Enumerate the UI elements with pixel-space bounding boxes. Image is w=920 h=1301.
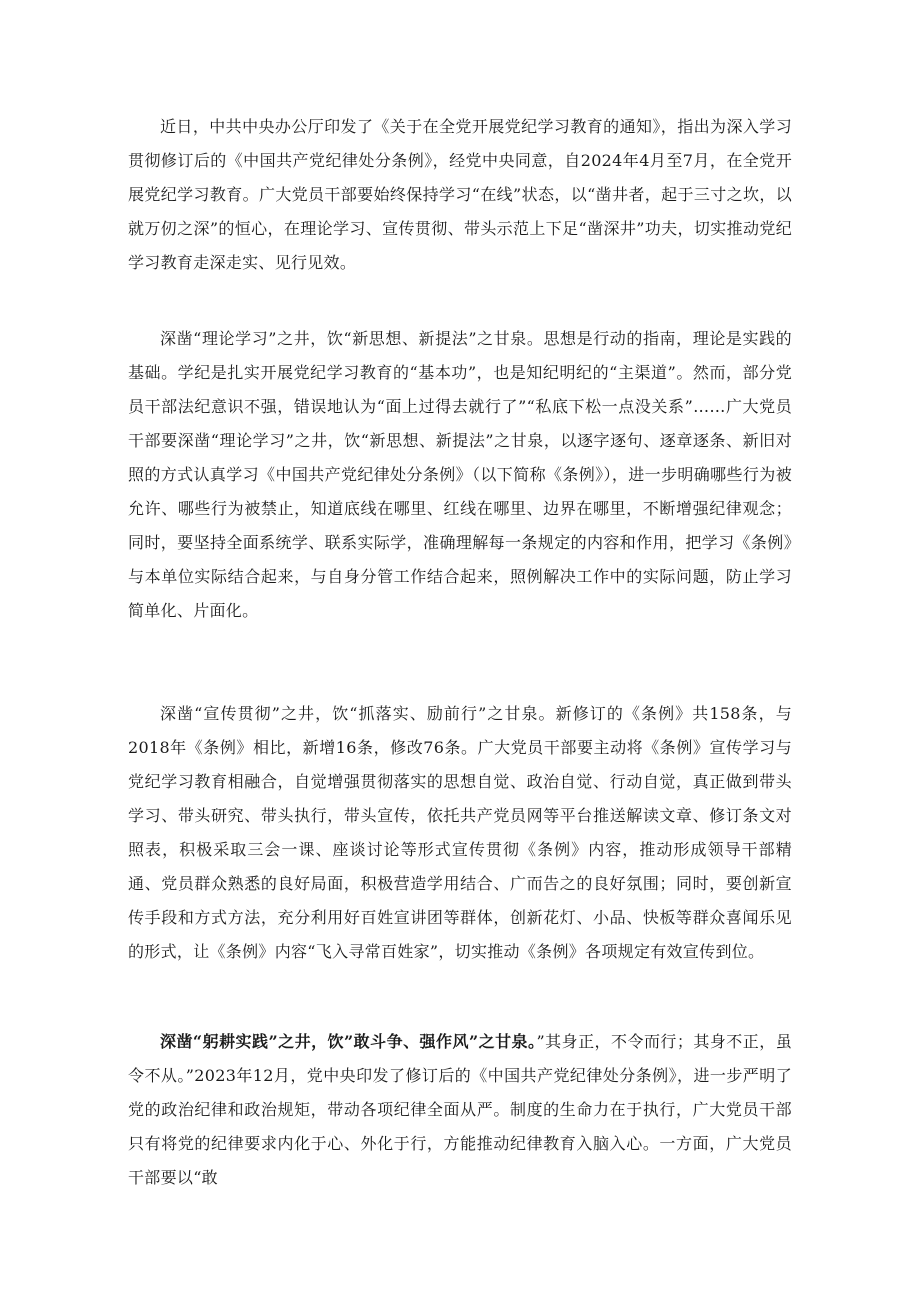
paragraph-publicity [128, 697, 792, 969]
paragraph-practice [128, 1025, 792, 1195]
paragraph-text: 深凿“理论学习”之井，饮“新思想、新提法”之甘泉。思想是行动的指南，理论是实践的基础。学纪是扎实开展党纪学习教育的“基本功”，也是知纪明纪的“主渠道”。然而，部分党员干部法纪意识不强，错误地认为“面上过得去就行了”“私底下松一点没关系”……广大党员干部要深凿“理论学习”之井，饮“新思想、新提法”之甘泉，以逐字逐句、逐章逐条、新旧对照的方式认真学习《中国共产党纪律处分条例》（以下简称《条例》），进一步明确哪些行为被允许、哪些行为被禁止，知道底线在哪里、红线在哪里、边界在哪里，不断增强纪律观念；同时，要坚持全面系统学、联系实际学，准确理解每一条规定的内容和作用，把学习《条例》与本单位实际结合起来，与自身分管工作结合起来，照例解决工作中的实际问题，防止学习简单化、片面化。 [128, 329, 792, 620]
paragraph-lead-heading: 深凿“躬耕实践”之井，饮”敢斗争、强作风”之甘泉。 [160, 1032, 537, 1051]
paragraph-theory-study [128, 322, 792, 628]
paragraph-text: 深凿“宣传贯彻”之井，饮“抓落实、励前行”之甘泉。新修订的《条例》共158条，与2018年《条例》相比，新增16条，修改76条。广大党员干部要主动将《条例》宣传学习与党纪学习教育相融合，自觉增强贯彻落实的思想自觉、政治自觉、行动自觉，真正做到带头学习、带头研究、带头执行，带头宣传，依托共产党员网等平台推送解读文章、修订条文对照表，积极采取三会一课、座谈讨论等形式宣传贯彻《条例》内容，推动形成领导干部精通、党员群众熟悉的良好局面，积极营造学用结合、广而告之的良好氛围；同时，要创新宣传手段和方式方法，充分利用好百姓宣讲团等群体，创新花灯、小品、快板等群众喜闻乐见的形式，让《条例》内容“飞入寻常百姓家”，切实推动《条例》各项规定有效宣传到位。 [128, 704, 792, 961]
paragraph-text: ”其身正，不令而行；其身不正，虽令不从。”2023年12月，党中央印发了修订后的《中国共产党纪律处分条例》，进一步严明了党的政治纪律和政治规矩，带动各项纪律全面从严。制度的生命力在于执行，广大党员干部只有将党的纪律要求内化于心、外化于行，方能推动纪律教育入脑入心。一方面，广大党员干部要以“敢 [128, 1032, 792, 1187]
paragraph-intro [128, 110, 792, 280]
paragraph-text: 近日，中共中央办公厅印发了《关于在全党开展党纪学习教育的通知》，指出为深入学习贯彻修订后的《中国共产党纪律处分条例》，经党中央同意，自2024年4月至7月，在全党开展党纪学习教育。广大党员干部要始终保持学习“在线”状态，以“凿井者，起于三寸之坎，以就万仞之深”的恒心，在理论学习、宣传贯彻、带头示范上下足“凿深井”功夫，切实推动党纪学习教育走深走实、见行见效。 [128, 117, 792, 272]
